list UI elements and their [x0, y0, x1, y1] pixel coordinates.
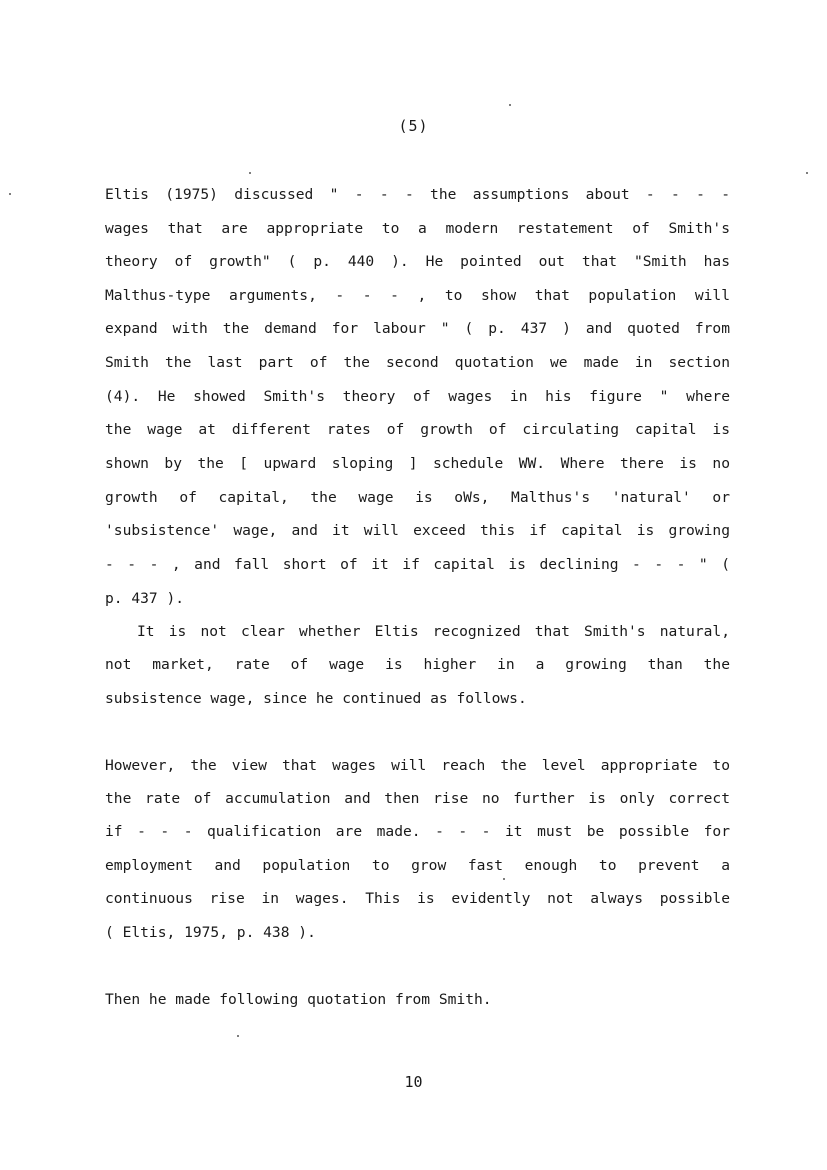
paragraph-line: 'subsistence' wage, and it will exceed this if capital is growing: [105, 522, 730, 539]
paragraph-line: Eltis (1975) discussed " - - - the assumptions about - - - -: [105, 186, 730, 203]
quote-line: if - - - qualification are made. - - - it must be possible for: [105, 823, 730, 840]
paragraph-line: (4). He showed Smith's theory of wages in his figure " where: [105, 388, 730, 405]
quote-line: ( Eltis, 1975, p. 438 ).: [105, 924, 316, 941]
scan-speck: [237, 1035, 239, 1037]
quote-line: the rate of accumulation and then rise no further is only correct: [105, 790, 730, 807]
paragraph-line: theory of growth" ( p. 440 ). He pointed out that "Smith has: [105, 253, 730, 270]
scan-speck: [249, 172, 251, 174]
paragraph-line: wages that are appropriate to a modern restatement of Smith's: [105, 220, 730, 237]
paragraph-line: It is not clear whether Eltis recognized that Smith's natural,: [137, 623, 730, 640]
paragraph-line: growth of capital, the wage is oWs, Malthus's 'natural' or: [105, 489, 730, 506]
quote-line: continuous rise in wages. This is evidently not always possible: [105, 890, 730, 907]
paragraph-line: - - - , and fall short of it if capital is declining - - - " (: [105, 556, 730, 573]
paragraph-line: shown by the [ upward sloping ] schedule WW. Where there is no: [105, 455, 730, 472]
closing-line: Then he made following quotation from Smith.: [105, 991, 492, 1008]
quote-line: employment and population to grow fast enough to prevent a: [105, 857, 730, 874]
paragraph-line: expand with the demand for labour " ( p. 437 ) and quoted from: [105, 320, 730, 337]
quote-line: However, the view that wages will reach the level appropriate to: [105, 757, 730, 774]
scan-speck: [509, 104, 511, 106]
scan-speck: [806, 172, 808, 174]
paragraph-line: the wage at different rates of growth of circulating capital is: [105, 421, 730, 438]
paragraph-line: Smith the last part of the second quotation we made in section: [105, 354, 730, 371]
paragraph-line: p. 437 ).: [105, 590, 185, 607]
scan-speck: [503, 878, 505, 880]
paragraph-line: not market, rate of wage is higher in a growing than the: [105, 656, 730, 673]
scan-speck: [9, 193, 11, 195]
page-header-number: (5): [398, 117, 429, 135]
paragraph-line: Malthus-type arguments, - - - , to show that population will: [105, 287, 730, 304]
paragraph-line: subsistence wage, since he continued as follows.: [105, 690, 527, 707]
page-footer-number: 10: [404, 1073, 423, 1091]
